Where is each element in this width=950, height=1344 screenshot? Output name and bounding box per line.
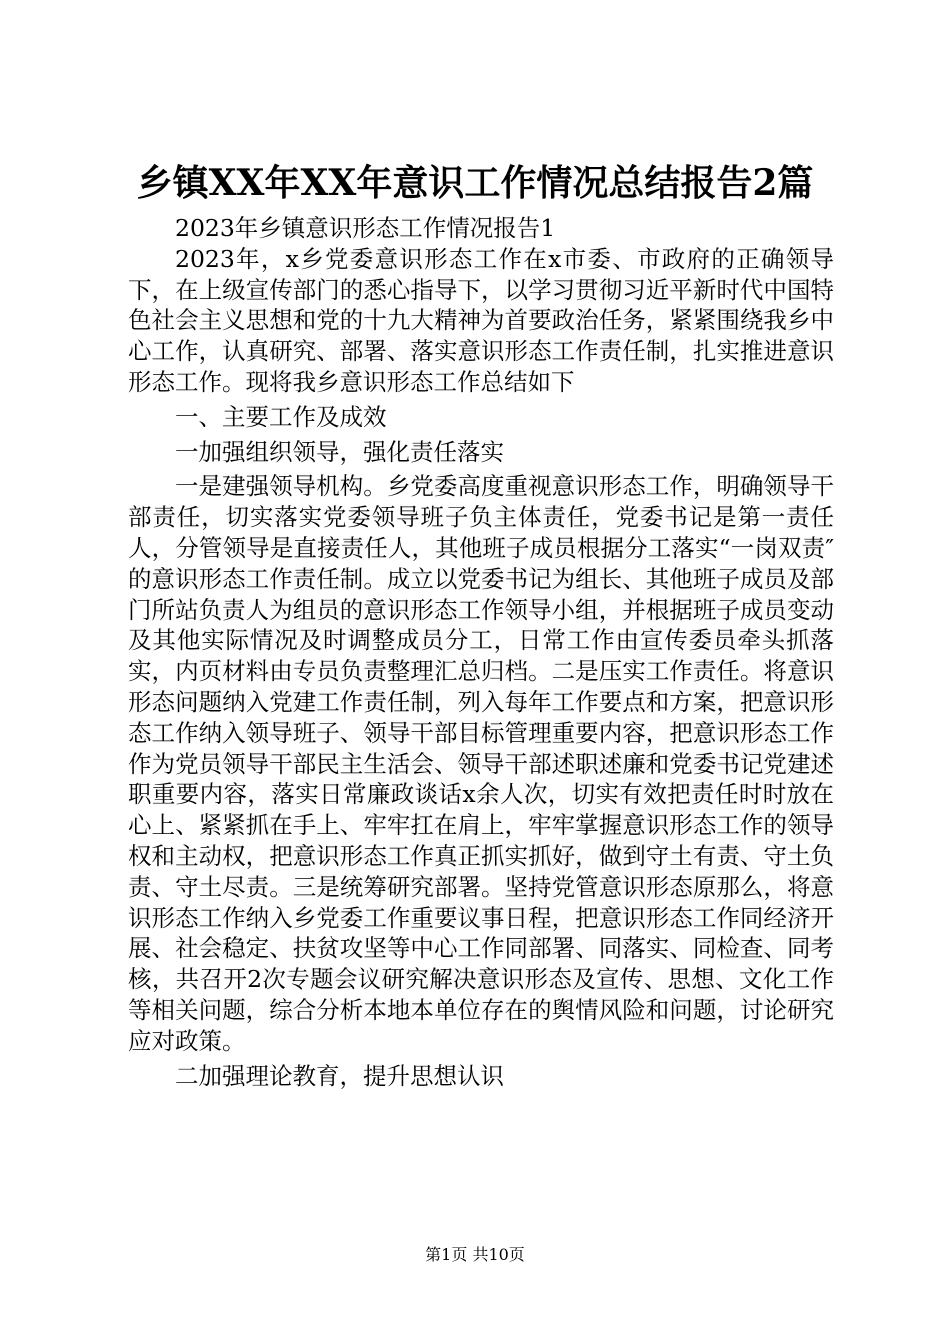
subsection-heading-theory-education: 二加强理论教育，提升思想认识 xyxy=(175,1061,504,1090)
page-footer: 第1页 共10页 xyxy=(425,1245,525,1264)
intro-paragraph: 2023年，x乡党委意识形态工作在x市委、市政府的正确领导下，在上级宣传部门的悉心指导下，以学习贯彻习近平新时代中国特色社会主义思想和党的十九大精神为首要政治任务，紧紧围绕我乡中心工作，认真研究、部署、落实意识形态工作责任制，扎实推进意识形态工作。现将我乡意识形态工作总结如下 xyxy=(128,244,834,396)
document-body xyxy=(128,213,834,1091)
report-subtitle: 2023年乡镇意识形态工作情况报告1 xyxy=(175,214,556,242)
section-heading-main-work: 一、主要工作及成效 xyxy=(175,402,387,431)
document-title: 乡镇XX年XX年意识工作情况总结报告2篇 xyxy=(136,162,814,204)
subsection-heading-organization: 一加强组织领导，强化责任落实 xyxy=(175,437,504,466)
body-paragraph-organization: 一是建强领导机构。乡党委高度重视意识形态工作，明确领导干部责任，切实落实党委领导班子负主体责任，党委书记是第一责任人，分管领导是直接责任人，其他班子成员根据分工落实“一岗双责″的意识形态工作责任制。成立以党委书记为组长、其他班子成员及部门所站负责人为组员的意识形态工作领导小组，并根据班子成员变动及其他实际情况及时调整成员分工，日常工作由宣传委员牵头抓落实，内页材料由专员负责整理汇总归档。二是压实工作责任。将意识形态问题纳入党建工作责任制，列入每年工作要点和方案，把意识形态工作纳入领导班子、领导干部目标管理重要内容，把意识形态工作作为党员领导干部民主生活会、领导干部述职述廉和党委书记党建述职重要内容，落实日常廉政谈话x余人次，切实有效把责任时时放在心上、紧紧抓在手上、牢牢扛在肩上，牢牢掌握意识形态工作的领导权和主动权，把意识形态工作真正抓实抓好，做到守土有责、守土负责、守土尽责。三是统筹研究部署。坚持党管意识形态原那么，将意识形态工作纳入乡党委工作重要议事日程，把意识形态工作同经济开展、社会稳定、扶贫攻坚等中心工作同部署、同落实、同检查、同考核，共召开2次专题会议研究解决意识形态及宣传、思想、文化工作等相关问题，综合分析本地本单位存在的舆情风险和问题，讨论研究应对政策。 xyxy=(128,472,834,1055)
